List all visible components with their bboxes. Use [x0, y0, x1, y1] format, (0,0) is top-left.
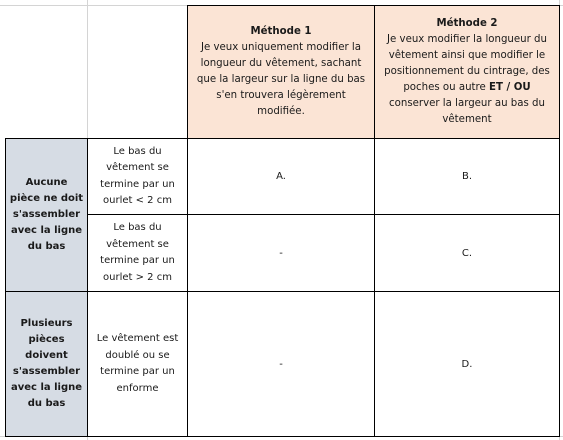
method-2-description-end: conserver la largeur au bas du vêtement	[389, 98, 545, 125]
method-1-header[interactable]	[187, 5, 375, 139]
value-cell[interactable]	[374, 291, 560, 437]
value-text: B.	[461, 171, 473, 182]
value-cell[interactable]	[187, 291, 375, 437]
method-1-description: Je veux uniquement modifier la longueur du vêtement, sachant que la largeur sur la ligne du bas s'en trouvera légèrement modifiée.	[196, 42, 366, 117]
group-1-label: Aucune pièce ne doit s'assembler avec la ligne du bas	[9, 177, 84, 252]
method-2-emphasis: ET / OU	[489, 82, 531, 93]
method-2-header[interactable]	[374, 5, 560, 139]
condition-cell[interactable]	[87, 291, 188, 437]
method-2-title: Méthode 2	[436, 18, 498, 29]
value-text: -	[279, 358, 283, 370]
condition-text: Le vêtement est doublé ou se termine par un enforme	[96, 333, 179, 394]
group-1-header[interactable]	[5, 138, 88, 292]
condition-text: Le bas du vêtement se termine par un ourlet < 2 cm	[100, 145, 175, 206]
value-text: D.	[461, 358, 473, 370]
value-cell[interactable]	[374, 138, 560, 215]
value-text: -	[279, 247, 283, 259]
method-1-title: Méthode 1	[250, 26, 312, 37]
value-text: C.	[461, 247, 473, 259]
condition-cell[interactable]	[87, 138, 188, 215]
group-2-label: Plusieurs pièces doivent s'assembler avec la ligne du bas	[10, 318, 83, 409]
method-2-description: Je veux modifier la longueur du vêtement ainsi que modifier le positionnement du cintrage, des poches ou autre	[384, 34, 550, 93]
condition-text: Le bas du vêtement se termine par un ourlet > 2 cm	[100, 222, 175, 283]
value-cell[interactable]	[374, 214, 560, 292]
value-cell[interactable]	[187, 214, 375, 292]
value-text: A.	[276, 171, 286, 182]
value-cell[interactable]	[187, 138, 375, 215]
group-2-header[interactable]	[5, 291, 88, 437]
condition-cell[interactable]	[87, 214, 188, 292]
